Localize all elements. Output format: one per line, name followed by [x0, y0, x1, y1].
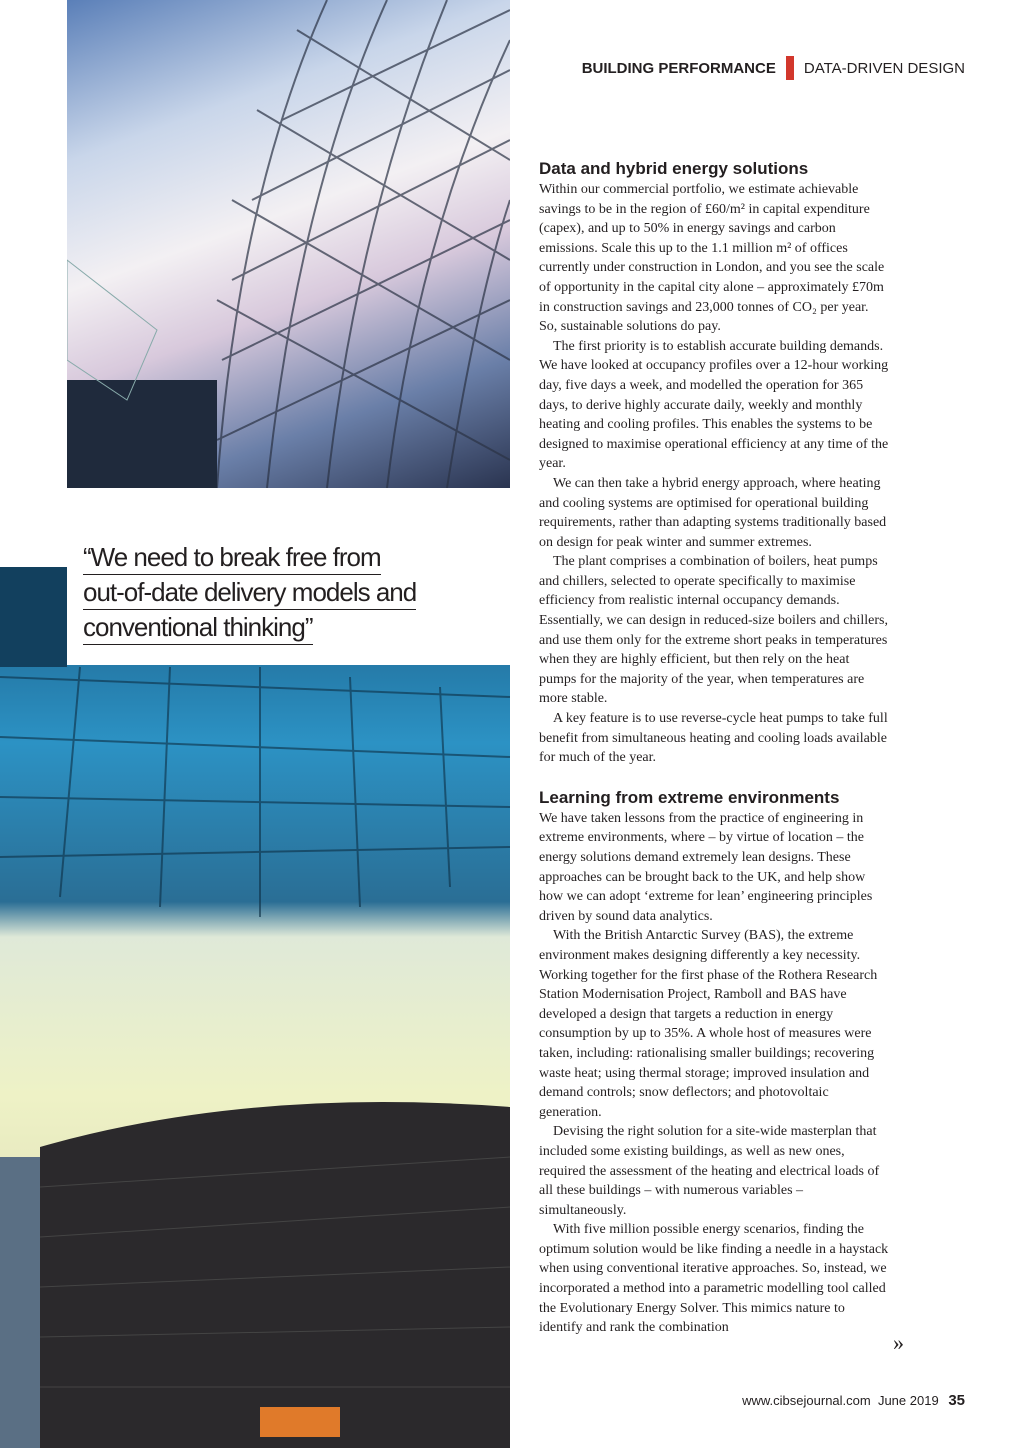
- paragraph: The plant comprises a combination of boilers, heat pumps and chillers, selected to operate specifically to maximise efficiency from realistic internal occupancy demands. Essentially, we can design in reduced-size boilers and chillers, and use them only for the extreme short peaks in temperatures when they are highly efficient, but then rely on the heat pumps for the majority of the year, when temperatures are more stable.: [539, 554, 888, 707]
- page-number: 35: [948, 1392, 965, 1409]
- header-divider: [786, 56, 794, 80]
- towers-graphic: [0, 567, 510, 1448]
- page-footer: [742, 1392, 965, 1409]
- footer-url: www.cibsejournal.com: [742, 1393, 871, 1408]
- photo-towers-from-below: [0, 567, 510, 1448]
- paragraph: We can then take a hybrid energy approach, where heating and cooling systems are optimised for operational building requirements, rather than adapting systems traditionally based on design for peak winter and summer extremes.: [539, 475, 887, 550]
- section-heading: Data and hybrid energy solutions: [539, 159, 809, 178]
- article-body: [539, 158, 889, 1338]
- paragraph: The first priority is to establish accurate building demands. We have looked at occupancy profiles over a 12-hour working day, five days a week, and modelled the operation for 365 days, to derive highly accurate daily, weekly and monthly heating and cooling profiles. This enables the systems to be designed to maximise operational efficiency at any time of the year.: [539, 338, 889, 472]
- quote-line: conventional thinking”: [83, 612, 313, 645]
- continue-arrow-icon: »: [893, 1330, 904, 1355]
- quote-line: “We need to break free from: [83, 542, 381, 575]
- paragraph: Within our commercial portfolio, we estimate achievable savings to be in the region of £60/m² in capital expenditure (capex), and up to 50% in energy savings and carbon emissions. Scale this up to the 1.1 million m² of offices currently under construction in London, and you see the scale of opportunity in the capital city alone – approximately £70m in construction savings and 23,000 tonnes of CO₂ per year. So, sustainable solutions do pay.: [539, 182, 885, 335]
- topic-label: DATA-DRIVEN DESIGN: [803, 59, 965, 77]
- quote-line: out-of-date delivery models and: [83, 577, 416, 610]
- paragraph: With the British Antarctic Survey (BAS), the extreme environment makes designing differently a key necessity. Working together for the first phase of the Rothera Research Station Modernisation Project, Ramboll and BAS have developed a design that targets a reduction in energy consumption by up to 35%. A whole host of measures were taken, including: rationalising smaller buildings; recovering waste heat; using thermal storage; improved insulation and demand controls; snow deflectors; and photovoltaic generation.: [539, 928, 878, 1120]
- facade-grid-graphic: [67, 0, 510, 488]
- pull-quote: [83, 540, 453, 645]
- running-header: [582, 56, 965, 80]
- paragraph: A key feature is to use reverse-cycle heat pumps to take full benefit from simultaneous heating and cooling loads available for much of the year.: [539, 711, 888, 766]
- paragraph: With five million possible energy scenarios, finding the optimum solution would be like finding a needle in a haystack when using conventional iterative approaches. So, instead, we incorporated a method into a parametric modelling tool called the Evolutionary Energy Solver. This mimics nature to identify and rank the combination: [539, 1222, 889, 1336]
- footer-date: June 2019: [877, 1393, 939, 1408]
- section-label: BUILDING PERFORMANCE: [581, 59, 776, 77]
- paragraph: We have taken lessons from the practice of engineering in extreme environments, where – by virtue of location – the energy solutions demand extremely lean designs. These approaches can be brought back to the UK, and help show how we can adopt ‘extreme for lean’ engineering principles driven by sound data analytics.: [539, 810, 873, 924]
- section-heading: Learning from extreme environments: [539, 787, 840, 807]
- paragraph: Devising the right solution for a site-wide masterplan that included some existing buildings, as well as new ones, required the assessment of the heating and electrical loads of all these buildings – with numerous variables – simultaneously.: [539, 1124, 880, 1218]
- photo-gherkin-facade: [67, 0, 510, 488]
